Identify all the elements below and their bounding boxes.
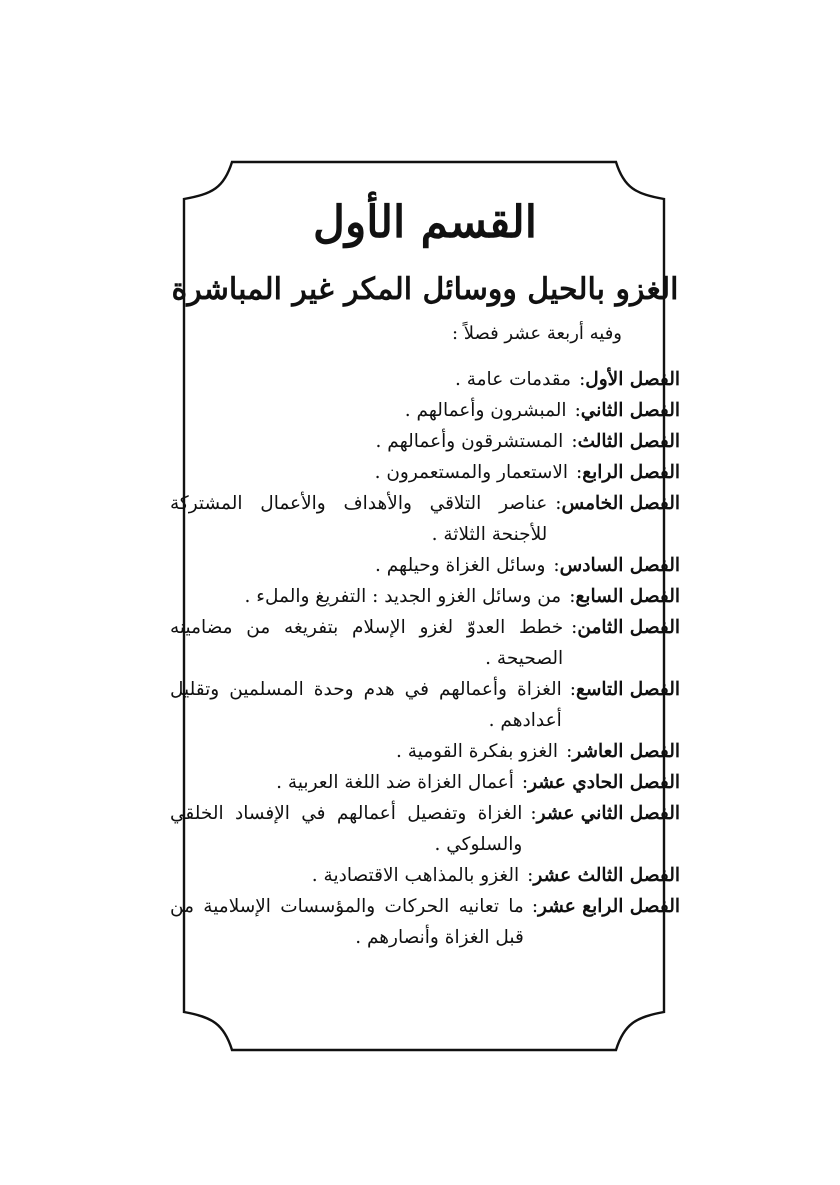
chapter-title: خطط العدوّ لغزو الإسلام بتفريغه من مضامينه الصحيحة . (170, 617, 564, 669)
chapter-item: الفصل العاشر : الغزو بفكرة القومية . (170, 736, 680, 767)
chapter-item: الفصل السابع : من وسائل الغزو الجديد : التفريغ والملء . (170, 581, 680, 612)
chapter-label: الفصل السادس (559, 555, 680, 576)
chapter-label: الفصل العاشر (572, 741, 680, 762)
chapter-title: أعمال الغزاة ضد اللغة العربية . (276, 772, 514, 793)
chapter-item: الفصل الثالث : المستشرقون وأعمالهم . (170, 426, 680, 457)
chapter-title: من وسائل الغزو الجديد : التفريغ والملء . (244, 586, 562, 607)
chapter-title: المستشرقون وأعمالهم . (375, 431, 564, 452)
chapter-label: الفصل التاسع (576, 679, 680, 700)
chapter-title: الاستعمار والمستعمرون . (374, 462, 569, 483)
part-subtitle: الغزو بالحيل ووسائل المكر غير المباشرة (171, 272, 679, 307)
chapter-item: الفصل الرابع عشر : ما تعانيه الحركات والمؤسسات الإسلامية من قبل الغزاة وأنصارهم . (170, 891, 680, 953)
chapter-title: ما تعانيه الحركات والمؤسسات الإسلامية من قبل الغزاة وأنصارهم . (170, 896, 524, 948)
chapter-item: الفصل الأول : مقدمات عامة . (170, 364, 680, 395)
chapter-item: الفصل الثامن : خطط العدوّ لغزو الإسلام بتفريغه من مضامينه الصحيحة . (170, 612, 680, 674)
chapter-label: الفصل الثالث عشر (533, 865, 680, 886)
part-title: القسم الأول (313, 197, 537, 248)
chapter-list (170, 364, 680, 953)
chapter-item: الفصل الثاني : المبشرون وأعمالهم . (170, 395, 680, 426)
chapter-title: الغزاة وأعمالهم في هدم وحدة المسلمين وتقليل أعدادهم . (170, 679, 562, 731)
chapter-item: الفصل الثالث عشر : الغزو بالمذاهب الاقتصادية . (170, 860, 680, 891)
chapter-title: مقدمات عامة . (454, 369, 572, 390)
chapter-label: الفصل السابع (575, 586, 680, 607)
chapter-item: الفصل الرابع : الاستعمار والمستعمرون . (170, 457, 680, 488)
chapter-item: الفصل الخامس : عناصر التلاقي والأهداف والأعمال المشتركة للأجنحة الثلاثة . (170, 488, 680, 550)
chapter-item: الفصل التاسع : الغزاة وأعمالهم في هدم وحدة المسلمين وتقليل أعدادهم . (170, 674, 680, 736)
chapter-item: الفصل السادس : وسائل الغزاة وحيلهم . (170, 550, 680, 581)
chapter-label: الفصل الثاني عشر (536, 803, 680, 824)
chapter-label: الفصل الحادي عشر (528, 772, 680, 793)
chapter-title: الغزو بفكرة القومية . (395, 741, 559, 762)
chapter-label: الفصل الثاني (580, 400, 680, 421)
chapter-title: وسائل الغزاة وحيلهم . (374, 555, 546, 576)
chapter-item: الفصل الحادي عشر : أعمال الغزاة ضد اللغة العربية . (170, 767, 680, 798)
chapter-label: الفصل الرابع عشر (538, 896, 680, 917)
chapter-label: الفصل الثالث (577, 431, 680, 452)
chapter-label: الفصل الثامن (577, 617, 680, 638)
chapter-list-page (170, 185, 680, 985)
chapter-title: الغزاة وتفصيل أعمالهم في الإفساد الخلقي والسلوكي . (170, 803, 523, 855)
chapter-title: الغزو بالمذاهب الاقتصادية . (311, 865, 520, 886)
chapter-item: الفصل الثاني عشر : الغزاة وتفصيل أعمالهم في الإفساد الخلقي والسلوكي . (170, 798, 680, 860)
chapter-title: عناصر التلاقي والأهداف والأعمال المشتركة للأجنحة الثلاثة . (170, 493, 548, 545)
chapter-title: المبشرون وأعمالهم . (404, 400, 567, 421)
chapter-label: الفصل الرابع (582, 462, 680, 483)
intro-line: وفيه أربعة عشر فصلاً : (451, 323, 622, 344)
chapter-label: الفصل الخامس (561, 493, 680, 514)
chapter-label: الفصل الأول (585, 369, 680, 390)
